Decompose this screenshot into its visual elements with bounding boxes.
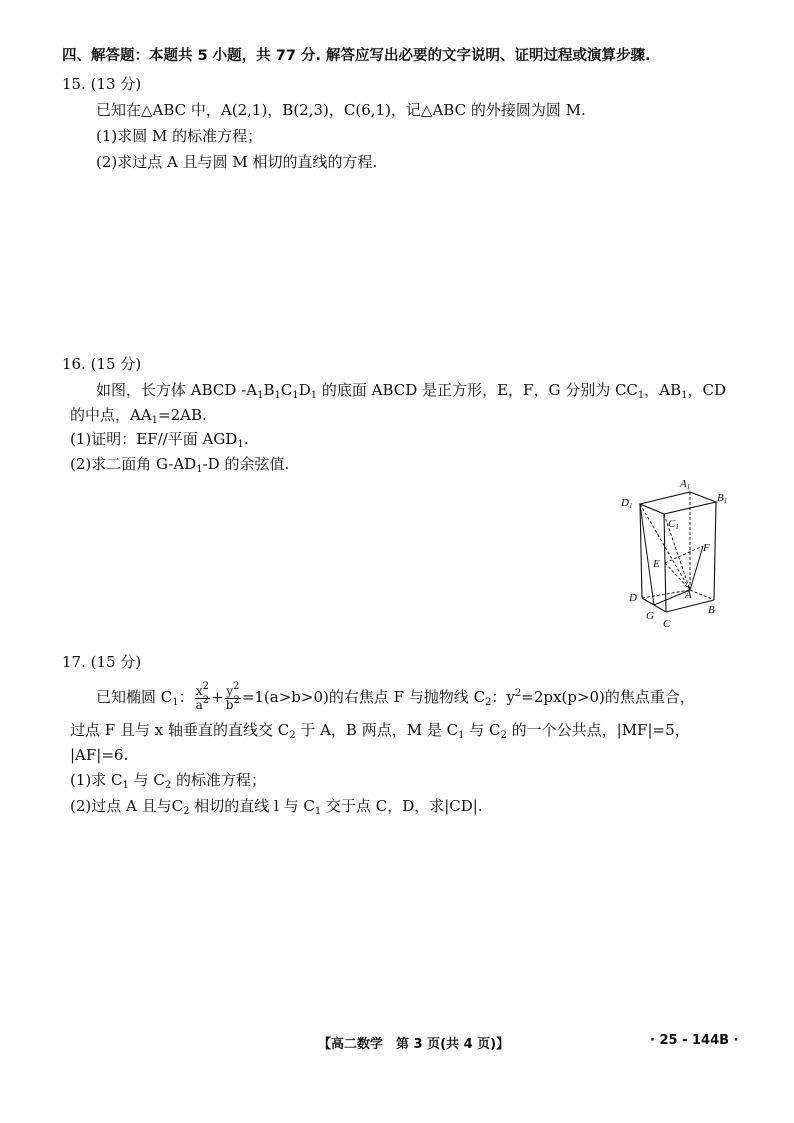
label-C1: C1 xyxy=(668,518,679,531)
label-F: F xyxy=(703,542,710,554)
q16-stem-line2: 的中点，$AA_1=2AB$. xyxy=(70,406,207,426)
label-D1: D1 xyxy=(621,497,633,510)
cuboid-figure xyxy=(618,474,734,634)
footer-page-title: 【高二数学 第 3 页(共 4 页)】 xyxy=(318,1037,510,1052)
q15-part1: (1)求圆 M 的标准方程； xyxy=(96,127,263,145)
q15-part2: (2)求过点 A 且与圆 M 相切的直线的方程. xyxy=(96,153,378,171)
q17-stem-line1: 已知椭圆 $C_1$： $\frac{x^2}{a^2}$ + $\frac{y^2}{b^2}$ =1(a>b>0)的右焦点 F 与抛物线 $C_2$：$y^2=2px(p>0)$的焦点重合， xyxy=(96,680,695,712)
fraction-x2-a2: $\frac{x^2}{a^2}$ xyxy=(195,680,210,712)
top-face xyxy=(640,492,716,514)
fraction-y2-b2: $\frac{y^2}{b^2}$ xyxy=(225,680,240,712)
section-heading: 四、解答题：本题共 5 小题，共 77 分. 解答应写出必要的文字说明、证明过程或演算步骤. xyxy=(62,48,651,64)
label-A: A xyxy=(685,589,692,601)
footer-code: · 25 - 144B · xyxy=(650,1033,739,1048)
q16-number: 16. (15 分) xyxy=(62,355,142,373)
label-B1: B1 xyxy=(717,492,728,505)
label-B: B xyxy=(708,604,715,616)
q16-part1: (1)证明：EF//平面 $AGD_1$. xyxy=(70,430,249,450)
label-D: D xyxy=(629,592,637,604)
q15-number: 15. (13 分) xyxy=(62,75,142,93)
q17-part1: (1)求 $C_1$ 与 $C_2$ 的标准方程； xyxy=(70,771,267,791)
q17-stem-line2: 过点 F 且与 x 轴垂直的直线交 $C_2$ 于 A，B 两点，M 是 $C_1$ 与 $C_2$ 的一个公共点，|MF|=5， xyxy=(70,721,690,741)
q17-part2: (2)过点 A 且与$C_2$ 相切的直线 l 与 $C_1$ 交于点 C，D，求|CD|. xyxy=(70,797,483,817)
q15-stem: 已知在△ABC 中，A(2,1)，B(2,3)，C(6,1)，记△ABC 的外接圆为圆 M. xyxy=(96,101,586,119)
label-C: C xyxy=(663,618,671,630)
q16-part2: (2)求二面角 $G-AD_1-D$ 的余弦值. xyxy=(70,455,290,475)
label-E: E xyxy=(653,558,660,570)
label-G: G xyxy=(646,610,654,622)
q17-stem-line3: |AF|=6. xyxy=(70,746,129,764)
label-A1: A1 xyxy=(680,478,691,491)
q16-stem-line1: 如图，长方体 ABCD $-A_1B_1C_1D_1$ 的底面 ABCD 是正方形，E，F，G 分别为 $CC_1$，$AB_1$，CD xyxy=(96,381,727,401)
q17-number: 17. (15 分) xyxy=(62,653,142,671)
